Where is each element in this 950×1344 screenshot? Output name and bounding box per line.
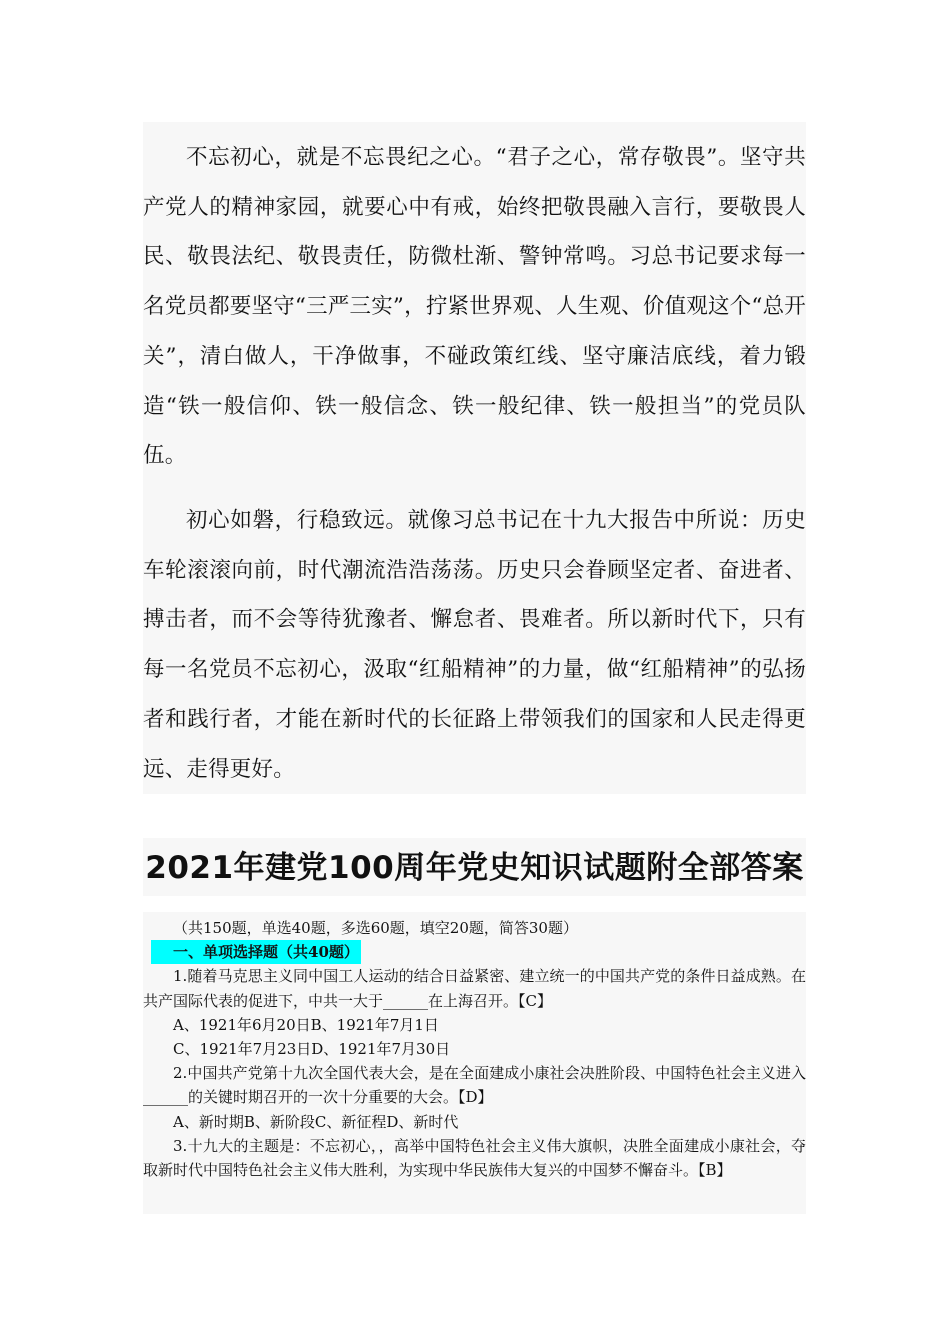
section-heading-line <box>143 940 806 964</box>
essay-paragraph-1: 不忘初心，就是不忘畏纪之心。“君子之心，常存敬畏”。坚守共产党人的精神家园，就要心中有戒，始终把敬畏融入言行，要敬畏人民、敬畏法纪、敬畏责任，防微杜渐、警钟常鸣。习总书记要求每一名党员都要坚守“三严三实”，拧紧世界观、人生观、价值观这个“总开关”，清白做人，干净做事，不碰政策红线、坚守廉洁底线，着力锻造“铁一般信仰、铁一般信念、铁一般纪律、铁一般担当”的党员队伍。 <box>143 145 806 469</box>
question-1-options-a: A、1921年6月20日B、1921年7月1日 <box>173 1015 439 1034</box>
quiz-section <box>143 916 806 1182</box>
section-heading: 一、单项选择题（共40题） <box>151 940 361 964</box>
document-title: 2021年建党100周年党史知识试题附全部答案 <box>145 850 804 886</box>
question-1-options-b: C、1921年7月23日D、1921年7月30日 <box>173 1040 451 1059</box>
question-1: 1.随着马克思主义同中国工人运动的结合日益紧密、建立统一的中国共产党的条件日益成熟。在共产国际代表的促进下，中共一大于______在上海召开。【C】 <box>143 967 806 1010</box>
essay-paragraph-2: 初心如磐，行稳致远。就像习总书记在十九大报告中所说：历史车轮滚滚向前，时代潮流浩浩荡荡。历史只会眷顾坚定者、奋进者、搏击者，而不会等待犹豫者、懈怠者、畏难者。所以新时代下，只有每一名党员不忘初心，汲取“红船精神”的力量，做“红船精神”的弘扬者和践行者，才能在新时代的长征路上带领我们的国家和人民走得更远、走得更好。 <box>143 508 806 782</box>
question-2: 2.中国共产党第十九次全国代表大会，是在全面建成小康社会决胜阶段、中国特色社会主义进入______的关键时期召开的一次十分重要的大会。【D】 <box>143 1064 806 1107</box>
question-3: 3.十九大的主题是：不忘初心，，高举中国特色社会主义伟大旗帜，决胜全面建成小康社会，夺取新时代中国特色社会主义伟大胜利，为实现中华民族伟大复兴的中国梦不懈奋斗。【B】 <box>143 1136 806 1180</box>
question-2-options: A、新时期B、新阶段C、新征程D、新时代 <box>173 1112 459 1131</box>
quiz-summary: （共150题，单选40题，多选60题，填空20题，简答30题） <box>173 919 578 937</box>
